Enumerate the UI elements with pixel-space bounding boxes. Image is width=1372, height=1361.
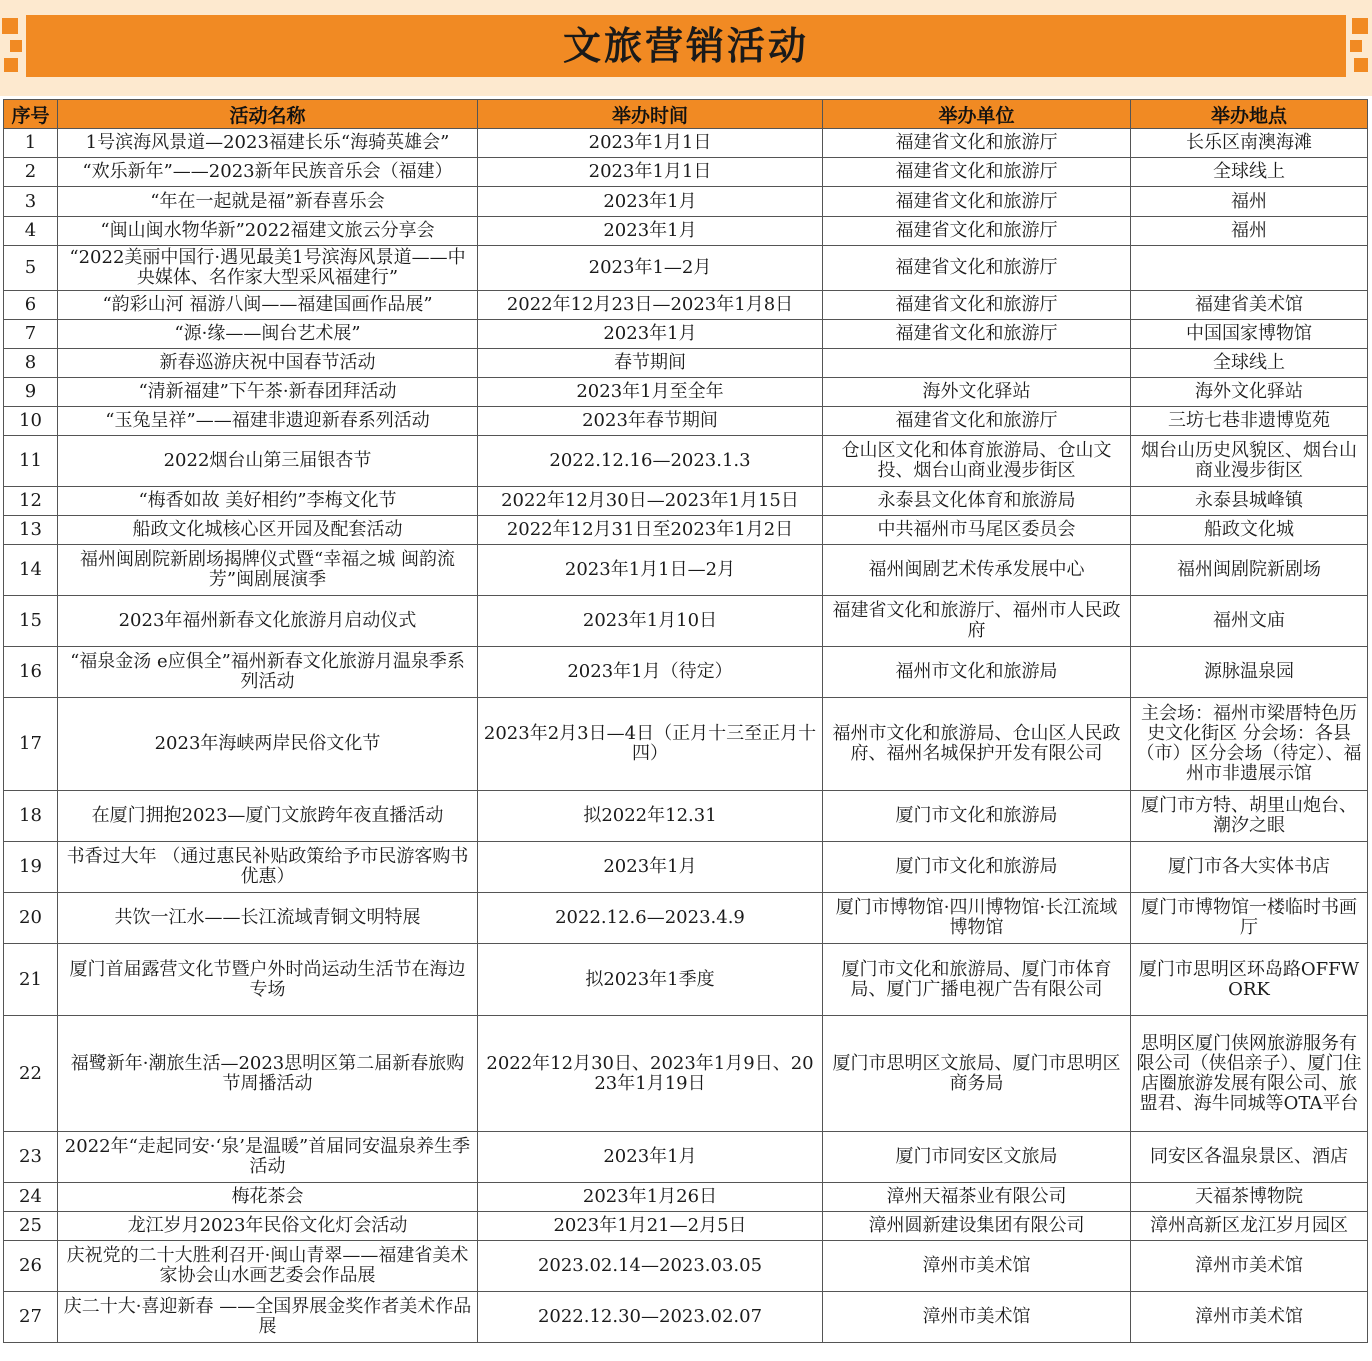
cell-venue: 厦门市博物馆一楼临时书画厅 xyxy=(1131,893,1368,944)
cell-index: 12 xyxy=(4,487,58,516)
table-header-row xyxy=(4,100,1368,129)
cell-index: 18 xyxy=(4,791,58,842)
cell-date: 2023年1月 xyxy=(478,842,823,893)
title-banner xyxy=(0,0,1372,96)
table-row xyxy=(4,545,1368,596)
cell-date: 2022.12.30—2023.02.07 xyxy=(478,1292,823,1343)
cell-index: 24 xyxy=(4,1183,58,1212)
table-row xyxy=(4,516,1368,545)
cell-event-name: “玉兔呈祥”——福建非遗迎新春系列活动 xyxy=(58,407,478,436)
cell-date: 2023年1月1日 xyxy=(478,129,823,158)
table-row xyxy=(4,1016,1368,1132)
table-row xyxy=(4,1183,1368,1212)
table-row xyxy=(4,1132,1368,1183)
cell-index: 14 xyxy=(4,545,58,596)
cell-organizer: 漳州圆新建设集团有限公司 xyxy=(823,1212,1131,1241)
cell-venue: 福建省美术馆 xyxy=(1131,291,1368,320)
cell-event-name: “梅香如故 美好相约”李梅文化节 xyxy=(58,487,478,516)
cell-date: 2022.12.16—2023.1.3 xyxy=(478,436,823,487)
cell-index: 15 xyxy=(4,596,58,647)
table-row xyxy=(4,349,1368,378)
table-row xyxy=(4,320,1368,349)
cell-index: 10 xyxy=(4,407,58,436)
cell-event-name: 梅花茶会 xyxy=(58,1183,478,1212)
cell-date: 2023年2月3日—4日（正月十三至正月十四） xyxy=(478,698,823,791)
cell-event-name: 2023年海峡两岸民俗文化节 xyxy=(58,698,478,791)
cell-organizer: 福建省文化和旅游厅 xyxy=(823,187,1131,217)
cell-index: 6 xyxy=(4,291,58,320)
cell-event-name: 书香过大年 （通过惠民补贴政策给予市民游客购书优惠） xyxy=(58,842,478,893)
table-row xyxy=(4,129,1368,158)
cell-event-name: “2022美丽中国行·遇见最美1号滨海风景道——中央媒体、名作家大型采风福建行” xyxy=(58,246,478,291)
table-row xyxy=(4,698,1368,791)
cell-date: 拟2023年1季度 xyxy=(478,944,823,1016)
cell-venue: 同安区各温泉景区、酒店 xyxy=(1131,1132,1368,1183)
cell-event-name: 在厦门拥抱2023—厦门文旅跨年夜直播活动 xyxy=(58,791,478,842)
cell-venue: 福州文庙 xyxy=(1131,596,1368,647)
cell-event-name: 共饮一江水——长江流域青铜文明特展 xyxy=(58,893,478,944)
cell-organizer: 福建省文化和旅游厅 xyxy=(823,246,1131,291)
cell-event-name: 新春巡游庆祝中国春节活动 xyxy=(58,349,478,378)
cell-index: 20 xyxy=(4,893,58,944)
page-title: 文旅营销活动 xyxy=(562,24,809,68)
cell-event-name: “源·缘——闽台艺术展” xyxy=(58,320,478,349)
cell-venue: 漳州市美术馆 xyxy=(1131,1292,1368,1343)
cell-organizer: 漳州市美术馆 xyxy=(823,1292,1131,1343)
cell-venue: 全球线上 xyxy=(1131,158,1368,187)
header-venue: 举办地点 xyxy=(1131,100,1368,129)
cell-organizer: 福建省文化和旅游厅 xyxy=(823,217,1131,246)
cell-date: 2023年1—2月 xyxy=(478,246,823,291)
cell-date: 2022年12月23日—2023年1月8日 xyxy=(478,291,823,320)
cell-date: 2023年春节期间 xyxy=(478,407,823,436)
cell-event-name: 庆二十大·喜迎新春 ——全国界展金奖作者美术作品展 xyxy=(58,1292,478,1343)
cell-date: 2023年1月26日 xyxy=(478,1183,823,1212)
cell-venue: 海外文化驿站 xyxy=(1131,378,1368,407)
cell-index: 11 xyxy=(4,436,58,487)
cell-date: 2023年1月 xyxy=(478,187,823,217)
cell-index: 1 xyxy=(4,129,58,158)
cell-index: 17 xyxy=(4,698,58,791)
cell-index: 16 xyxy=(4,647,58,698)
cell-index: 7 xyxy=(4,320,58,349)
cell-index: 26 xyxy=(4,1241,58,1292)
cell-index: 23 xyxy=(4,1132,58,1183)
cell-index: 25 xyxy=(4,1212,58,1241)
cell-venue: 思明区厦门侠网旅游服务有限公司（侠侣亲子）、厦门住店圈旅游发展有限公司、旅盟君、海牛同城等OTA平台 xyxy=(1131,1016,1368,1132)
cell-organizer: 厦门市文化和旅游局 xyxy=(823,842,1131,893)
header-date: 举办时间 xyxy=(478,100,823,129)
cell-organizer: 永泰县文化体育和旅游局 xyxy=(823,487,1131,516)
cell-venue: 船政文化城 xyxy=(1131,516,1368,545)
cell-date: 2023年1月 xyxy=(478,1132,823,1183)
cell-event-name: 庆祝党的二十大胜利召开·闽山青翠——福建省美术家协会山水画艺委会作品展 xyxy=(58,1241,478,1292)
events-table xyxy=(3,99,1368,1343)
cell-date: 2023年1月21—2月5日 xyxy=(478,1212,823,1241)
cell-event-name: “韵彩山河 福游八闽——福建国画作品展” xyxy=(58,291,478,320)
table-row xyxy=(4,407,1368,436)
header-index: 序号 xyxy=(4,100,58,129)
cell-index: 22 xyxy=(4,1016,58,1132)
cell-date: 2023.02.14—2023.03.05 xyxy=(478,1241,823,1292)
cell-venue: 烟台山历史风貌区、烟台山商业漫步街区 xyxy=(1131,436,1368,487)
cell-organizer: 福建省文化和旅游厅 xyxy=(823,407,1131,436)
cell-event-name: 2022年“走起同安·‘泉’是温暖”首届同安温泉养生季活动 xyxy=(58,1132,478,1183)
cell-event-name: 1号滨海风景道—2023福建长乐“海骑英雄会” xyxy=(58,129,478,158)
cell-venue: 中国国家博物馆 xyxy=(1131,320,1368,349)
cell-organizer xyxy=(823,349,1131,378)
header-event-name: 活动名称 xyxy=(58,100,478,129)
cell-organizer: 漳州天福茶业有限公司 xyxy=(823,1183,1131,1212)
cell-index: 5 xyxy=(4,246,58,291)
cell-date: 2023年1月（待定） xyxy=(478,647,823,698)
cell-index: 4 xyxy=(4,217,58,246)
cell-event-name: “清新福建”下午茶·新春团拜活动 xyxy=(58,378,478,407)
cell-organizer: 厦门市文化和旅游局 xyxy=(823,791,1131,842)
cell-date: 2022年12月30日、2023年1月9日、2023年1月19日 xyxy=(478,1016,823,1132)
table-row xyxy=(4,378,1368,407)
table-row xyxy=(4,647,1368,698)
cell-date: 2023年1月1日—2月 xyxy=(478,545,823,596)
table-row xyxy=(4,187,1368,217)
cell-organizer: 厦门市文化和旅游局、厦门市体育局、厦门广播电视广告有限公司 xyxy=(823,944,1131,1016)
cell-organizer: 福建省文化和旅游厅 xyxy=(823,158,1131,187)
cell-event-name: “闽山闽水物华新”2022福建文旅云分享会 xyxy=(58,217,478,246)
cell-organizer: 漳州市美术馆 xyxy=(823,1241,1131,1292)
table-row xyxy=(4,1292,1368,1343)
table-row xyxy=(4,436,1368,487)
cell-date: 春节期间 xyxy=(478,349,823,378)
cell-event-name: “年在一起就是福”新春喜乐会 xyxy=(58,187,478,217)
cell-event-name: 龙江岁月2023年民俗文化灯会活动 xyxy=(58,1212,478,1241)
table-row xyxy=(4,944,1368,1016)
table-row xyxy=(4,246,1368,291)
table-row xyxy=(4,596,1368,647)
cell-venue: 源脉温泉园 xyxy=(1131,647,1368,698)
cell-date: 2022年12月31日至2023年1月2日 xyxy=(478,516,823,545)
cell-index: 2 xyxy=(4,158,58,187)
cell-organizer: 福州闽剧艺术传承发展中心 xyxy=(823,545,1131,596)
cell-organizer: 海外文化驿站 xyxy=(823,378,1131,407)
cell-date: 拟2022年12.31 xyxy=(478,791,823,842)
cell-index: 13 xyxy=(4,516,58,545)
header-organizer: 举办单位 xyxy=(823,100,1131,129)
cell-venue: 厦门市方特、胡里山炮台、潮汐之眼 xyxy=(1131,791,1368,842)
cell-date: 2022年12月30日—2023年1月15日 xyxy=(478,487,823,516)
cell-date: 2023年1月10日 xyxy=(478,596,823,647)
cell-venue: 永泰县城峰镇 xyxy=(1131,487,1368,516)
cell-index: 9 xyxy=(4,378,58,407)
cell-event-name: 福州闽剧院新剧场揭牌仪式暨“幸福之城 闽韵流芳”闽剧展演季 xyxy=(58,545,478,596)
cell-organizer: 福建省文化和旅游厅、福州市人民政府 xyxy=(823,596,1131,647)
table-row xyxy=(4,158,1368,187)
cell-date: 2023年1月 xyxy=(478,320,823,349)
cell-date: 2023年1月至全年 xyxy=(478,378,823,407)
table-row xyxy=(4,217,1368,246)
cell-venue: 三坊七巷非遗博览苑 xyxy=(1131,407,1368,436)
cell-date: 2022.12.6—2023.4.9 xyxy=(478,893,823,944)
cell-index: 8 xyxy=(4,349,58,378)
cell-venue: 漳州高新区龙江岁月园区 xyxy=(1131,1212,1368,1241)
cell-event-name: 2023年福州新春文化旅游月启动仪式 xyxy=(58,596,478,647)
cell-index: 19 xyxy=(4,842,58,893)
cell-date: 2023年1月1日 xyxy=(478,158,823,187)
cell-date: 2023年1月 xyxy=(478,217,823,246)
cell-organizer: 福建省文化和旅游厅 xyxy=(823,320,1131,349)
cell-organizer: 福州市文化和旅游局、仓山区人民政府、福州名城保护开发有限公司 xyxy=(823,698,1131,791)
table-row xyxy=(4,487,1368,516)
cell-venue: 全球线上 xyxy=(1131,349,1368,378)
cell-event-name: “欢乐新年”——2023新年民族音乐会（福建） xyxy=(58,158,478,187)
cell-venue: 主会场：福州市梁厝特色历史文化街区 分会场：各县（市）区分会场（待定）、福州市非遗展示馆 xyxy=(1131,698,1368,791)
cell-organizer: 厦门市博物馆·四川博物馆·长江流域博物馆 xyxy=(823,893,1131,944)
cell-venue: 漳州市美术馆 xyxy=(1131,1241,1368,1292)
cell-index: 3 xyxy=(4,187,58,217)
cell-venue: 厦门市思明区环岛路OFFWORK xyxy=(1131,944,1368,1016)
cell-index: 27 xyxy=(4,1292,58,1343)
cell-event-name: 船政文化城核心区开园及配套活动 xyxy=(58,516,478,545)
table-row xyxy=(4,291,1368,320)
cell-organizer: 仓山区文化和体育旅游局、仓山文投、烟台山商业漫步街区 xyxy=(823,436,1131,487)
cell-venue: 天福茶博物院 xyxy=(1131,1183,1368,1212)
cell-event-name: 2022烟台山第三届银杏节 xyxy=(58,436,478,487)
cell-venue: 长乐区南澳海滩 xyxy=(1131,129,1368,158)
table-row xyxy=(4,1212,1368,1241)
cell-event-name: “福泉金汤 e应俱全”福州新春文化旅游月温泉季系列活动 xyxy=(58,647,478,698)
cell-organizer: 中共福州市马尾区委员会 xyxy=(823,516,1131,545)
cell-organizer: 福建省文化和旅游厅 xyxy=(823,129,1131,158)
cell-venue: 厦门市各大实体书店 xyxy=(1131,842,1368,893)
cell-organizer: 厦门市思明区文旅局、厦门市思明区商务局 xyxy=(823,1016,1131,1132)
cell-organizer: 厦门市同安区文旅局 xyxy=(823,1132,1131,1183)
table-row xyxy=(4,1241,1368,1292)
cell-event-name: 厦门首届露营文化节暨户外时尚运动生活节在海边专场 xyxy=(58,944,478,1016)
table-row xyxy=(4,791,1368,842)
cell-event-name: 福鹭新年·潮旅生活—2023思明区第二届新春旅购节周播活动 xyxy=(58,1016,478,1132)
table-row xyxy=(4,893,1368,944)
cell-index: 21 xyxy=(4,944,58,1016)
cell-venue: 福州 xyxy=(1131,187,1368,217)
cell-organizer: 福建省文化和旅游厅 xyxy=(823,291,1131,320)
cell-venue xyxy=(1131,246,1368,291)
cell-venue: 福州闽剧院新剧场 xyxy=(1131,545,1368,596)
cell-venue: 福州 xyxy=(1131,217,1368,246)
cell-organizer: 福州市文化和旅游局 xyxy=(823,647,1131,698)
table-row xyxy=(4,842,1368,893)
